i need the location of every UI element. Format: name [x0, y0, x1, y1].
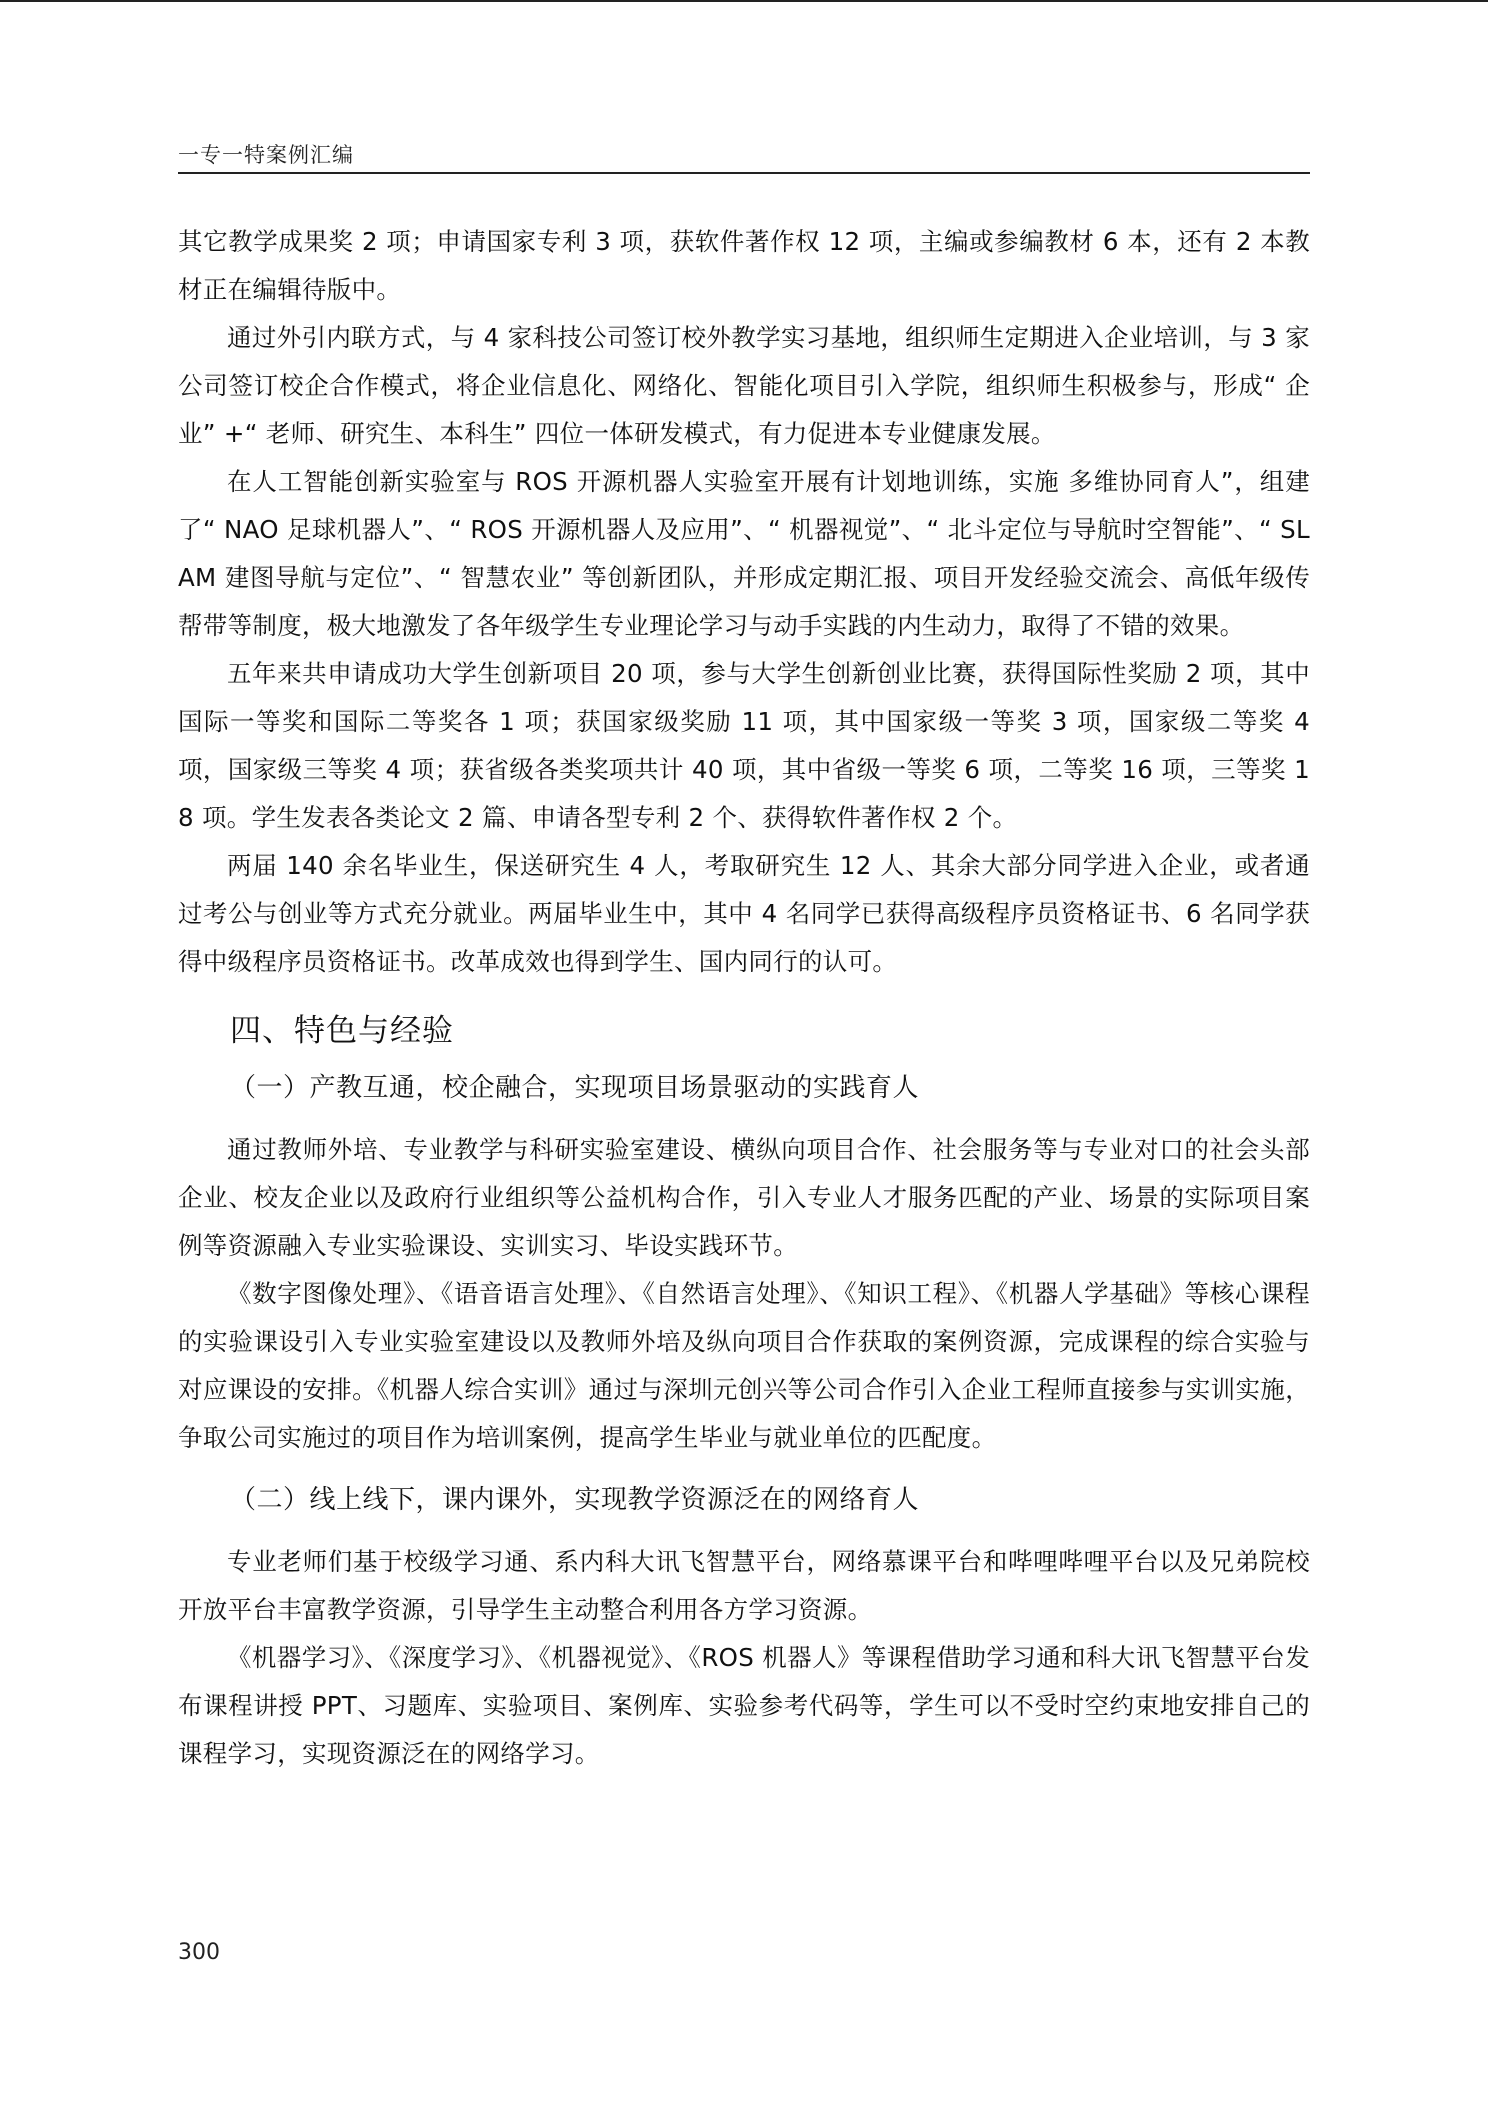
- paragraph-course-resources: 《机器学习》、《深度学习》、《机器视觉》、《ROS 机器人》等课程借助学习通和科大讯飞智慧平台发布课程讲授 PPT、习题库、实验项目、案例库、实验参考代码等，学生可以不受时空约束地安排自己的课程学习，实现资源泛在的网络学习。: [178, 1643, 1310, 1768]
- paragraph-enterprise-cooperation: 通过外引内联方式，与 4 家科技公司签订校外教学实习基地，组织师生定期进入企业培训，与 3 家公司签订校企合作模式，将企业信息化、网络化、智能化项目引入学院，组织师生积极参与，形成“ 企业” +“ 老师、研究生、本科生” 四位一体研发模式，有力促进本专业健康发展。: [178, 323, 1310, 448]
- section-heading-features: 四、特色与经验: [230, 1013, 454, 1049]
- page-number: 300: [178, 1940, 220, 1965]
- paragraph-core-courses: 《数字图像处理》、《语音语言处理》、《自然语言处理》、《知识工程》、《机器人学基础》等核心课程的实验课设引入专业实验室建设以及教师外培及纵向项目合作获取的案例资源，完成课程的综合实验与对应课设的安排。《机器人综合实训》通过与深圳元创兴等公司合作引入企业工程师直接参与实训实施，争取公司实施过的项目作为培训案例，提高学生毕业与就业单位的匹配度。: [178, 1279, 1310, 1452]
- paragraph-student-awards: 五年来共申请成功大学生创新项目 20 项，参与大学生创新创业比赛，获得国际性奖励 2 项，其中国际一等奖和国际二等奖各 1 项；获国家级奖励 11 项，其中国家级一等奖 3 项，国家级二等奖 4 项，国家级三等奖 4 项；获省级各类奖项共计 40 项，其中省级一等奖 6 项，二等奖 16 项，三等奖 18 项。学生发表各类论文 2 篇、申请各型专利 2 个、获得软件著作权 2 个。: [178, 659, 1310, 832]
- subsection-heading-industry-education: （一）产教互通，校企融合，实现项目场景驱动的实践育人: [230, 1073, 920, 1103]
- subsection-heading-online-offline: （二）线上线下，课内课外，实现教学资源泛在的网络育人: [230, 1485, 920, 1515]
- paragraph-online-platforms: 专业老师们基于校级学习通、系内科大讯飞智慧平台，网络慕课平台和哔哩哔哩平台以及兄弟院校开放平台丰富教学资源，引导学生主动整合利用各方学习资源。: [178, 1547, 1310, 1624]
- paragraph-graduate-employment: 两届 140 余名毕业生，保送研究生 4 人，考取研究生 12 人、其余大部分同学进入企业，或者通过考公与创业等方式充分就业。两届毕业生中，其中 4 名同学已获得高级程序员资格证书、6 名同学获得中级程序员资格证书。改革成效也得到学生、国内同行的认可。: [178, 851, 1310, 976]
- paragraph-continued-achievements: 其它教学成果奖 2 项；申请国家专利 3 项，获软件著作权 12 项，主编或参编教材 6 本，还有 2 本教材正在编辑待版中。: [178, 227, 1310, 304]
- running-header: 一专一特案例汇编: [178, 143, 354, 167]
- header-rule: [178, 172, 1310, 174]
- paragraph-lab-training: 在人工智能创新实验室与 ROS 开源机器人实验室开展有计划地训练，实施 多维协同育人”，组建了“ NAO 足球机器人”、“ ROS 开源机器人及应用”、“ 机器视觉”、“ 北斗定位与导航时空智能”、“ SLAM 建图导航与定位”、“ 智慧农业” 等创新团队，并形成定期汇报、项目开发经验交流会、高低年级传帮带等制度，极大地激发了各年级学生专业理论学习与动手实践的内生动力，取得了不错的效果。: [178, 467, 1310, 640]
- page-content: [178, 218, 1310, 1778]
- paragraph-teacher-training: 通过教师外培、专业教学与科研实验室建设、横纵向项目合作、社会服务等与专业对口的社会头部企业、校友企业以及政府行业组织等公益机构合作，引入专业人才服务匹配的产业、场景的实际项目案例等资源融入专业实验课设、实训实习、毕设实践环节。: [178, 1135, 1310, 1260]
- page-top-border: [0, 0, 1488, 2]
